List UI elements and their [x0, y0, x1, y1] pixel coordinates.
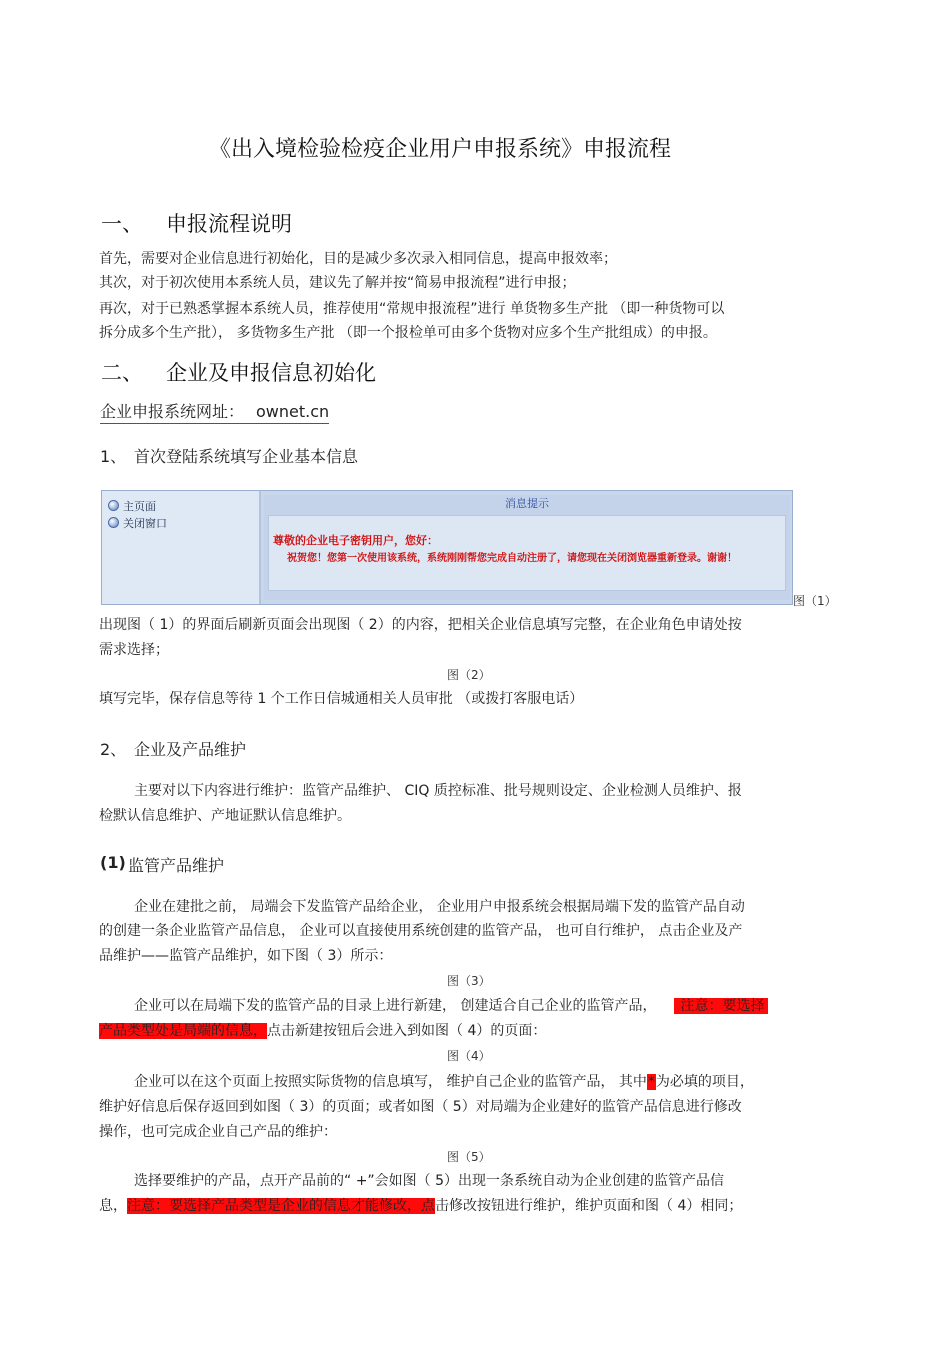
- required-star-marker: *: [647, 1074, 655, 1090]
- figure1-message-line1: 尊敬的企业电子密钥用户，您好：: [273, 534, 438, 547]
- step2-number: 2、: [100, 740, 127, 759]
- section1-line-2: 其次，对于初次使用本系统人员，建议先了解并按“简易申报流程”进行申报；: [99, 275, 576, 291]
- figure1-main: [264, 495, 790, 600]
- sub1-para-d-line2: [99, 1196, 742, 1216]
- globe-icon: [108, 500, 119, 511]
- figure1-nav-close-label: 关闭窗口: [123, 517, 167, 530]
- step2-line-2: 检默认信息维护、产地证默认信息维护。: [99, 808, 351, 824]
- figure2-caption: 图（2）: [447, 668, 491, 682]
- globe-icon: [108, 517, 119, 528]
- figure1-nav-home: [108, 498, 156, 514]
- section1-number: 一、: [101, 212, 143, 236]
- sub1-para-b-rest: 点击新建按钮后会进入到如图（ 4）的页面：: [267, 1023, 547, 1039]
- sub1-para-c-line3: 操作，也可完成企业自己产品的维护：: [99, 1124, 337, 1140]
- sub1-para-a-line1: 企业在建批之前， 局端会下发监管产品给企业， 企业用户申报系统会根据局端下发的监管产品自动: [134, 899, 745, 915]
- system-url-label: 企业申报系统网址：: [100, 402, 245, 421]
- sub1-para-b-start: 企业可以在局端下发的监管产品的目录上进行新建， 创建适合自己企业的监管产品，: [134, 998, 657, 1014]
- sub1-heading: 监管产品维护: [128, 856, 225, 875]
- figure1-nav-home-label: 主页面: [123, 500, 156, 513]
- step1-heading: 首次登陆系统填写企业基本信息: [134, 447, 359, 466]
- step2-line-1: 主要对以下内容进行维护：监管产品维护、 CIQ 质控标准、批号规则设定、企业检测人员维护、报: [134, 783, 742, 799]
- section2-heading: 企业及申报信息初始化: [166, 361, 376, 385]
- figure1-screenshot: [101, 490, 793, 605]
- sub1-para-d-end: 击修改按钮进行维护，维护页面和图（ 4）相同；: [435, 1198, 743, 1214]
- sub1-para-d-start: 息，: [99, 1198, 127, 1214]
- section1-line-1: 首先，需要对企业信息进行初始化，目的是减少多次录入相同信息，提高申报效率；: [99, 251, 617, 267]
- sub1-number: (1): [100, 853, 126, 872]
- sub1-para-b-warning-2: 产品类型处是局端的信息，: [99, 1023, 267, 1039]
- section2-number: 二、: [101, 361, 143, 385]
- figure3-caption: 图（3）: [447, 974, 491, 988]
- sub1-para-c-line1: [134, 1072, 754, 1092]
- after-fig2-para: 填写完毕，保存信息等待 1 个工作日信城通相关人员审批 （或拨打客服电话）: [99, 691, 584, 707]
- figure4-caption: 图（4）: [447, 1049, 491, 1063]
- sub1-para-d-line1: 选择要维护的产品，点开产品前的“ +”会如图（ 5）出现一条系统自动为企业创建的监管产品信: [134, 1173, 725, 1189]
- system-url[interactable]: [100, 399, 329, 424]
- fig2-para-line1: 出现图（ 1）的界面后刷新页面会出现图（ 2）的内容，把相关企业信息填写完整，在企业角色申请处按: [99, 617, 742, 633]
- sub1-para-a-line2: 的创建一条企业监管产品信息， 企业可以直接使用系统创建的监管产品， 也可自行维护， 点击企业及产: [99, 923, 743, 939]
- figure1-header: 消息提示: [505, 497, 549, 510]
- sub1-para-c-end: 为必填的项目，: [655, 1074, 754, 1090]
- figure1-message-line2: 祝贺您！您第一次使用该系统，系统刚刚帮您完成自动注册了，请您现在关闭浏览器重新登录。谢谢！: [287, 553, 737, 564]
- sub1-para-c-start: 企业可以在这个页面上按照实际货物的信息填写， 维护自己企业的监管产品， 其中: [134, 1074, 647, 1090]
- figure1-nav-close: [108, 515, 167, 531]
- document-title: 《出入境检验检疫企业用户申报系统》申报流程: [208, 137, 671, 162]
- section1-line-3: 再次，对于已熟悉掌握本系统人员，推荐使用“常规申报流程”进行 单货物多生产批 （即一种货物可以: [99, 301, 725, 317]
- figure1-message-panel: [268, 515, 786, 591]
- sub1-para-a-line3: 品维护——监管产品维护，如下图（ 3）所示：: [99, 948, 393, 964]
- sub1-para-c-line2: 维护好信息后保存返回到如图（ 3）的页面；或者如图（ 5）对局端为企业建好的监管产品信息进行修改: [99, 1099, 742, 1115]
- sub1-para-d-warning: 注意：要选择产品类型是企业的信息才能修改，点: [127, 1198, 435, 1214]
- system-url-value[interactable]: ownet.cn: [256, 402, 330, 421]
- step1-number: 1、: [100, 447, 127, 466]
- figure1-sidebar: [102, 491, 261, 604]
- section1-heading: 申报流程说明: [166, 212, 292, 236]
- sub1-para-b-warning-1: 注意：要选择: [674, 998, 768, 1014]
- figure1-caption: 图（1）: [793, 594, 837, 608]
- figure5-caption: 图（5）: [447, 1150, 491, 1164]
- fig2-para-line2: 需求选择；: [99, 642, 169, 658]
- section1-line-4: 拆分成多个生产批）， 多货物多生产批 （即一个报检单可由多个货物对应多个生产批组成）的申报。: [99, 325, 717, 341]
- sub1-para-b-line2: [99, 1021, 546, 1041]
- step2-heading: 企业及产品维护: [134, 740, 247, 759]
- sub1-para-b-line1: [134, 996, 768, 1016]
